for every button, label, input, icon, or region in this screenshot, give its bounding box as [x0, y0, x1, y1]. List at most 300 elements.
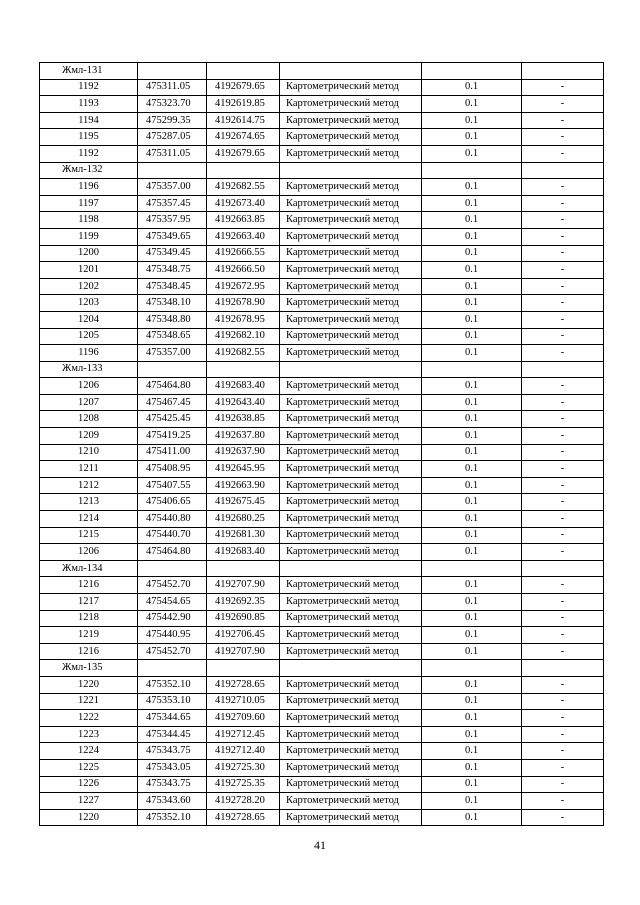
table-row: [40, 262, 604, 279]
y-coordinate-cell: 4192678.95: [207, 311, 280, 328]
note-cell: -: [522, 96, 604, 113]
point-number-cell: 1208: [40, 411, 138, 428]
x-coordinate-cell: 475357.45: [138, 195, 207, 212]
table-row: [40, 643, 604, 660]
note-cell: -: [522, 676, 604, 693]
x-coordinate-cell: 475406.65: [138, 494, 207, 511]
precision-cell: 0.1: [422, 228, 522, 245]
method-cell: Картометрический метод: [280, 577, 422, 594]
point-number-cell: 1214: [40, 511, 138, 528]
point-number-cell: 1210: [40, 444, 138, 461]
note-cell: -: [522, 411, 604, 428]
point-number-cell: 1196: [40, 345, 138, 362]
precision-cell: 0.1: [422, 610, 522, 627]
y-coordinate-cell: 4192692.35: [207, 594, 280, 611]
table-row: [40, 411, 604, 428]
empty-cell: [280, 660, 422, 677]
precision-cell: 0.1: [422, 594, 522, 611]
y-coordinate-cell: 4192679.65: [207, 145, 280, 162]
method-cell: Картометрический метод: [280, 693, 422, 710]
point-number-cell: 1211: [40, 461, 138, 478]
precision-cell: 0.1: [422, 511, 522, 528]
x-coordinate-cell: 475357.00: [138, 179, 207, 196]
note-cell: -: [522, 394, 604, 411]
x-coordinate-cell: 475299.35: [138, 112, 207, 129]
point-number-cell: 1215: [40, 527, 138, 544]
empty-cell: [207, 361, 280, 378]
point-number-cell: 1226: [40, 776, 138, 793]
x-coordinate-cell: 475348.65: [138, 328, 207, 345]
y-coordinate-cell: 4192707.90: [207, 643, 280, 660]
note-cell: -: [522, 693, 604, 710]
table-row: [40, 228, 604, 245]
empty-cell: [280, 162, 422, 179]
method-cell: Картометрический метод: [280, 212, 422, 229]
x-coordinate-cell: 475407.55: [138, 477, 207, 494]
note-cell: -: [522, 544, 604, 561]
point-number-cell: 1222: [40, 710, 138, 727]
note-cell: -: [522, 295, 604, 312]
note-cell: -: [522, 793, 604, 810]
y-coordinate-cell: 4192666.50: [207, 262, 280, 279]
method-cell: Картометрический метод: [280, 129, 422, 146]
group-name-cell: Жмл-135: [40, 660, 138, 677]
page-number: 41: [314, 838, 326, 852]
note-cell: -: [522, 527, 604, 544]
method-cell: Картометрический метод: [280, 179, 422, 196]
point-number-cell: 1195: [40, 129, 138, 146]
note-cell: -: [522, 129, 604, 146]
empty-cell: [138, 560, 207, 577]
y-coordinate-cell: 4192681.30: [207, 527, 280, 544]
note-cell: -: [522, 610, 604, 627]
precision-cell: 0.1: [422, 477, 522, 494]
precision-cell: 0.1: [422, 394, 522, 411]
coordinates-table: [39, 62, 604, 826]
x-coordinate-cell: 475348.10: [138, 295, 207, 312]
point-number-cell: 1223: [40, 726, 138, 743]
x-coordinate-cell: 475352.10: [138, 809, 207, 826]
y-coordinate-cell: 4192663.40: [207, 228, 280, 245]
table-row: [40, 195, 604, 212]
group-header-row: [40, 660, 604, 677]
x-coordinate-cell: 475357.95: [138, 212, 207, 229]
coordinates-table-body: [40, 63, 604, 826]
point-number-cell: 1194: [40, 112, 138, 129]
group-header-row: [40, 560, 604, 577]
note-cell: -: [522, 228, 604, 245]
precision-cell: 0.1: [422, 793, 522, 810]
precision-cell: 0.1: [422, 693, 522, 710]
precision-cell: 0.1: [422, 627, 522, 644]
table-row: [40, 311, 604, 328]
y-coordinate-cell: 4192619.85: [207, 96, 280, 113]
table-row: [40, 710, 604, 727]
note-cell: -: [522, 494, 604, 511]
empty-cell: [422, 560, 522, 577]
x-coordinate-cell: 475343.75: [138, 776, 207, 793]
method-cell: Картометрический метод: [280, 594, 422, 611]
x-coordinate-cell: 475349.45: [138, 245, 207, 262]
method-cell: Картометрический метод: [280, 378, 422, 395]
method-cell: Картометрический метод: [280, 328, 422, 345]
y-coordinate-cell: 4192637.80: [207, 428, 280, 445]
table-row: [40, 79, 604, 96]
method-cell: Картометрический метод: [280, 544, 422, 561]
x-coordinate-cell: 475408.95: [138, 461, 207, 478]
method-cell: Картометрический метод: [280, 345, 422, 362]
note-cell: -: [522, 594, 604, 611]
point-number-cell: 1224: [40, 743, 138, 760]
precision-cell: 0.1: [422, 212, 522, 229]
method-cell: Картометрический метод: [280, 195, 422, 212]
precision-cell: 0.1: [422, 428, 522, 445]
empty-cell: [207, 162, 280, 179]
method-cell: Картометрический метод: [280, 793, 422, 810]
x-coordinate-cell: 475287.05: [138, 129, 207, 146]
precision-cell: 0.1: [422, 676, 522, 693]
note-cell: -: [522, 444, 604, 461]
method-cell: Картометрический метод: [280, 262, 422, 279]
y-coordinate-cell: 4192678.90: [207, 295, 280, 312]
method-cell: Картометрический метод: [280, 643, 422, 660]
point-number-cell: 1206: [40, 544, 138, 561]
note-cell: -: [522, 262, 604, 279]
table-row: [40, 793, 604, 810]
table-row: [40, 129, 604, 146]
y-coordinate-cell: 4192682.55: [207, 179, 280, 196]
precision-cell: 0.1: [422, 527, 522, 544]
y-coordinate-cell: 4192672.95: [207, 278, 280, 295]
precision-cell: 0.1: [422, 759, 522, 776]
point-number-cell: 1216: [40, 577, 138, 594]
method-cell: Картометрический метод: [280, 743, 422, 760]
precision-cell: 0.1: [422, 278, 522, 295]
table-row: [40, 759, 604, 776]
x-coordinate-cell: 475467.45: [138, 394, 207, 411]
table-row: [40, 776, 604, 793]
note-cell: -: [522, 710, 604, 727]
note-cell: -: [522, 511, 604, 528]
empty-cell: [422, 660, 522, 677]
note-cell: -: [522, 776, 604, 793]
group-header-row: [40, 361, 604, 378]
group-name-cell: Жмл-133: [40, 361, 138, 378]
method-cell: Картометрический метод: [280, 461, 422, 478]
point-number-cell: 1204: [40, 311, 138, 328]
x-coordinate-cell: 475343.60: [138, 793, 207, 810]
coordinates-sheet: [39, 62, 603, 826]
empty-cell: [422, 162, 522, 179]
x-coordinate-cell: 475452.70: [138, 643, 207, 660]
note-cell: -: [522, 328, 604, 345]
point-number-cell: 1192: [40, 79, 138, 96]
method-cell: Картометрический метод: [280, 527, 422, 544]
group-header-row: [40, 162, 604, 179]
y-coordinate-cell: 4192637.90: [207, 444, 280, 461]
method-cell: Картометрический метод: [280, 311, 422, 328]
y-coordinate-cell: 4192725.35: [207, 776, 280, 793]
table-row: [40, 428, 604, 445]
point-number-cell: 1213: [40, 494, 138, 511]
note-cell: -: [522, 212, 604, 229]
y-coordinate-cell: 4192710.05: [207, 693, 280, 710]
method-cell: Картометрический метод: [280, 96, 422, 113]
table-row: [40, 511, 604, 528]
point-number-cell: 1209: [40, 428, 138, 445]
precision-cell: 0.1: [422, 195, 522, 212]
precision-cell: 0.1: [422, 494, 522, 511]
x-coordinate-cell: 475425.45: [138, 411, 207, 428]
precision-cell: 0.1: [422, 726, 522, 743]
y-coordinate-cell: 4192690.85: [207, 610, 280, 627]
empty-cell: [280, 63, 422, 80]
table-row: [40, 693, 604, 710]
precision-cell: 0.1: [422, 112, 522, 129]
method-cell: Картометрический метод: [280, 511, 422, 528]
precision-cell: 0.1: [422, 345, 522, 362]
precision-cell: 0.1: [422, 179, 522, 196]
note-cell: -: [522, 79, 604, 96]
point-number-cell: 1199: [40, 228, 138, 245]
method-cell: Картометрический метод: [280, 295, 422, 312]
table-row: [40, 494, 604, 511]
empty-cell: [207, 560, 280, 577]
table-row: [40, 96, 604, 113]
note-cell: -: [522, 378, 604, 395]
table-row: [40, 444, 604, 461]
method-cell: Картометрический метод: [280, 494, 422, 511]
note-cell: -: [522, 195, 604, 212]
empty-cell: [138, 660, 207, 677]
note-cell: -: [522, 245, 604, 262]
x-coordinate-cell: 475440.70: [138, 527, 207, 544]
empty-cell: [422, 361, 522, 378]
precision-cell: 0.1: [422, 129, 522, 146]
y-coordinate-cell: 4192683.40: [207, 378, 280, 395]
method-cell: Картометрический метод: [280, 411, 422, 428]
table-row: [40, 610, 604, 627]
method-cell: Картометрический метод: [280, 228, 422, 245]
x-coordinate-cell: 475352.10: [138, 676, 207, 693]
y-coordinate-cell: 4192728.65: [207, 809, 280, 826]
x-coordinate-cell: 475344.45: [138, 726, 207, 743]
x-coordinate-cell: 475452.70: [138, 577, 207, 594]
table-row: [40, 809, 604, 826]
x-coordinate-cell: 475343.05: [138, 759, 207, 776]
method-cell: Картометрический метод: [280, 627, 422, 644]
method-cell: Картометрический метод: [280, 145, 422, 162]
point-number-cell: 1206: [40, 378, 138, 395]
method-cell: Картометрический метод: [280, 245, 422, 262]
y-coordinate-cell: 4192682.55: [207, 345, 280, 362]
y-coordinate-cell: 4192638.85: [207, 411, 280, 428]
precision-cell: 0.1: [422, 444, 522, 461]
point-number-cell: 1197: [40, 195, 138, 212]
table-row: [40, 527, 604, 544]
table-row: [40, 544, 604, 561]
note-cell: -: [522, 477, 604, 494]
point-number-cell: 1216: [40, 643, 138, 660]
empty-cell: [280, 361, 422, 378]
y-coordinate-cell: 4192679.65: [207, 79, 280, 96]
table-row: [40, 212, 604, 229]
precision-cell: 0.1: [422, 245, 522, 262]
table-row: [40, 345, 604, 362]
empty-cell: [138, 361, 207, 378]
table-row: [40, 726, 604, 743]
y-coordinate-cell: 4192674.65: [207, 129, 280, 146]
note-cell: -: [522, 461, 604, 478]
method-cell: Картометрический метод: [280, 278, 422, 295]
table-row: [40, 676, 604, 693]
method-cell: Картометрический метод: [280, 676, 422, 693]
point-number-cell: 1192: [40, 145, 138, 162]
method-cell: Картометрический метод: [280, 444, 422, 461]
x-coordinate-cell: 475411.00: [138, 444, 207, 461]
y-coordinate-cell: 4192643.40: [207, 394, 280, 411]
precision-cell: 0.1: [422, 577, 522, 594]
x-coordinate-cell: 475440.80: [138, 511, 207, 528]
x-coordinate-cell: 475464.80: [138, 378, 207, 395]
table-row: [40, 112, 604, 129]
y-coordinate-cell: 4192712.40: [207, 743, 280, 760]
x-coordinate-cell: 475343.75: [138, 743, 207, 760]
group-header-row: [40, 63, 604, 80]
note-cell: -: [522, 428, 604, 445]
precision-cell: 0.1: [422, 544, 522, 561]
empty-cell: [522, 63, 604, 80]
y-coordinate-cell: 4192709.60: [207, 710, 280, 727]
table-row: [40, 627, 604, 644]
point-number-cell: 1193: [40, 96, 138, 113]
point-number-cell: 1219: [40, 627, 138, 644]
empty-cell: [522, 162, 604, 179]
note-cell: -: [522, 145, 604, 162]
empty-cell: [207, 660, 280, 677]
table-row: [40, 179, 604, 196]
point-number-cell: 1196: [40, 179, 138, 196]
method-cell: Картометрический метод: [280, 759, 422, 776]
precision-cell: 0.1: [422, 809, 522, 826]
method-cell: Картометрический метод: [280, 428, 422, 445]
point-number-cell: 1218: [40, 610, 138, 627]
x-coordinate-cell: 475442.90: [138, 610, 207, 627]
precision-cell: 0.1: [422, 96, 522, 113]
x-coordinate-cell: 475348.80: [138, 311, 207, 328]
table-row: [40, 245, 604, 262]
precision-cell: 0.1: [422, 710, 522, 727]
y-coordinate-cell: 4192682.10: [207, 328, 280, 345]
group-name-cell: Жмл-134: [40, 560, 138, 577]
empty-cell: [138, 63, 207, 80]
precision-cell: 0.1: [422, 79, 522, 96]
table-row: [40, 577, 604, 594]
table-row: [40, 278, 604, 295]
method-cell: Картометрический метод: [280, 610, 422, 627]
precision-cell: 0.1: [422, 743, 522, 760]
point-number-cell: 1201: [40, 262, 138, 279]
point-number-cell: 1225: [40, 759, 138, 776]
table-row: [40, 328, 604, 345]
empty-cell: [522, 560, 604, 577]
y-coordinate-cell: 4192728.20: [207, 793, 280, 810]
method-cell: Картометрический метод: [280, 809, 422, 826]
x-coordinate-cell: 475348.45: [138, 278, 207, 295]
precision-cell: 0.1: [422, 311, 522, 328]
note-cell: -: [522, 809, 604, 826]
method-cell: Картометрический метод: [280, 726, 422, 743]
note-cell: -: [522, 759, 604, 776]
precision-cell: 0.1: [422, 295, 522, 312]
precision-cell: 0.1: [422, 262, 522, 279]
x-coordinate-cell: 475464.80: [138, 544, 207, 561]
point-number-cell: 1200: [40, 245, 138, 262]
method-cell: Картометрический метод: [280, 79, 422, 96]
method-cell: Картометрический метод: [280, 112, 422, 129]
y-coordinate-cell: 4192663.85: [207, 212, 280, 229]
x-coordinate-cell: 475357.00: [138, 345, 207, 362]
group-name-cell: Жмл-131: [40, 63, 138, 80]
table-row: [40, 378, 604, 395]
y-coordinate-cell: 4192728.65: [207, 676, 280, 693]
precision-cell: 0.1: [422, 145, 522, 162]
precision-cell: 0.1: [422, 643, 522, 660]
note-cell: -: [522, 726, 604, 743]
y-coordinate-cell: 4192712.45: [207, 726, 280, 743]
precision-cell: 0.1: [422, 411, 522, 428]
point-number-cell: 1221: [40, 693, 138, 710]
y-coordinate-cell: 4192680.25: [207, 511, 280, 528]
empty-cell: [280, 560, 422, 577]
x-coordinate-cell: 475344.65: [138, 710, 207, 727]
note-cell: -: [522, 311, 604, 328]
precision-cell: 0.1: [422, 378, 522, 395]
y-coordinate-cell: 4192675.45: [207, 494, 280, 511]
empty-cell: [138, 162, 207, 179]
empty-cell: [522, 361, 604, 378]
table-row: [40, 743, 604, 760]
group-name-cell: Жмл-132: [40, 162, 138, 179]
x-coordinate-cell: 475353.10: [138, 693, 207, 710]
x-coordinate-cell: 475348.75: [138, 262, 207, 279]
method-cell: Картометрический метод: [280, 477, 422, 494]
note-cell: -: [522, 643, 604, 660]
table-row: [40, 594, 604, 611]
table-row: [40, 394, 604, 411]
point-number-cell: 1198: [40, 212, 138, 229]
point-number-cell: 1205: [40, 328, 138, 345]
note-cell: -: [522, 179, 604, 196]
note-cell: -: [522, 577, 604, 594]
method-cell: Картометрический метод: [280, 710, 422, 727]
precision-cell: 0.1: [422, 461, 522, 478]
method-cell: Картометрический метод: [280, 394, 422, 411]
note-cell: -: [522, 112, 604, 129]
y-coordinate-cell: 4192707.90: [207, 577, 280, 594]
point-number-cell: 1227: [40, 793, 138, 810]
point-number-cell: 1212: [40, 477, 138, 494]
y-coordinate-cell: 4192645.95: [207, 461, 280, 478]
y-coordinate-cell: 4192706.45: [207, 627, 280, 644]
point-number-cell: 1220: [40, 809, 138, 826]
empty-cell: [207, 63, 280, 80]
precision-cell: 0.1: [422, 776, 522, 793]
point-number-cell: 1217: [40, 594, 138, 611]
table-row: [40, 295, 604, 312]
point-number-cell: 1207: [40, 394, 138, 411]
note-cell: -: [522, 345, 604, 362]
